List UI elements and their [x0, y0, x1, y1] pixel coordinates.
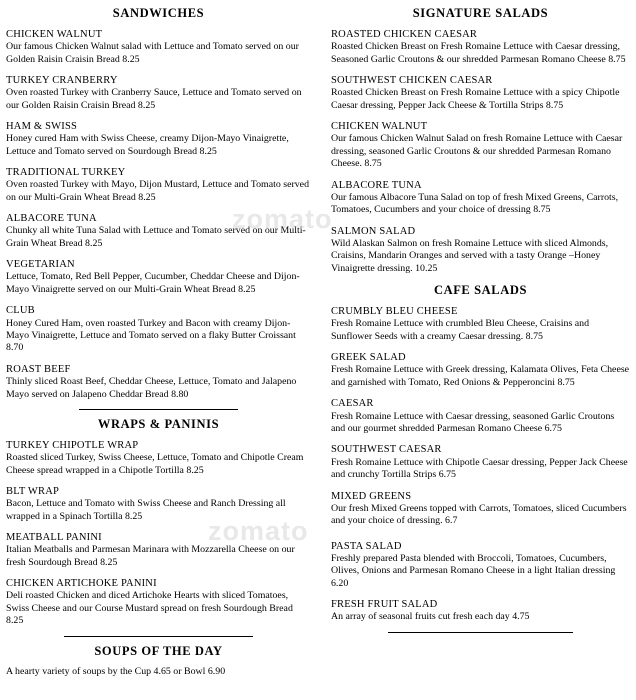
menu-item-description: Lettuce, Tomato, Red Bell Pepper, Cucumber, Cheddar Cheese and Dijon-Mayo Vinaigrette served on our Multi-Grain Wheat Bread 8.25	[6, 271, 300, 295]
menu-item-description: Our famous Chicken Walnut Salad on fresh Romaine Lettuce with Caesar dressing, seasoned Garlic Croutons & our shredded Parmesan Romano Cheese. 8.75	[330, 133, 623, 170]
menu-item-name: MIXED GREENS	[330, 490, 412, 502]
menu-item	[6, 439, 311, 477]
menu-item	[6, 531, 311, 569]
menu-item-name: CHICKEN ARTICHOKE PANINI	[6, 578, 157, 590]
menu-item	[331, 225, 630, 276]
menu-item	[331, 351, 630, 389]
menu-item-description: Bacon, Lettuce and Tomato with Swiss Cheese and Ranch Dressing all wrapped in a Spinach Tortilla 8.25	[6, 498, 286, 522]
menu-item-name: VEGETARIAN	[6, 259, 75, 271]
menu-item-description: Fresh Romaine Lettuce with Greek dressing, Kalamata Olives, Feta Cheese and garnished with Tomato, Red Onions & Pepperoncini 8.75	[330, 364, 630, 388]
watermark-zomato: zomato	[232, 204, 333, 234]
menu-item-name: TURKEY CHIPOTLE WRAP	[6, 439, 139, 451]
right-column	[321, 4, 630, 700]
menu-item-description: Oven roasted Turkey with Cranberry Sauce, Lettuce and Tomato served on our Golden Raisin Craisin Bread 8.25	[6, 87, 302, 111]
menu-item	[331, 443, 630, 481]
menu-item-name: CRUMBLY BLEU CHEESE	[330, 306, 458, 318]
menu-item-description: Honey Cured Ham, oven roasted Turkey and Bacon with creamy Dijon-Mayo Vinaigrette, Lettuce and Tomato served on a flaky Butter Croissant 8.70	[6, 317, 296, 354]
menu-item-name: CHICKEN WALNUT	[6, 29, 103, 40]
menu-item	[331, 490, 630, 528]
menu-item	[6, 363, 311, 401]
menu-item	[6, 258, 311, 296]
menu-item-name: SOUTHWEST CHICKEN CAESAR	[330, 75, 493, 87]
watermark-zomato: zomato	[208, 516, 309, 546]
section-title-sandwiches: SANDWICHES	[112, 6, 205, 20]
menu-item	[6, 485, 311, 523]
menu-item-description: Italian Meatballs and Parmesan Marinara with Mozzarella Cheese on our fresh Sourdough Bread 8.25	[6, 544, 295, 568]
menu-item-description: Our famous Chicken Walnut salad with Lettuce and Tomato served on our Golden Raisin Craisin Bread 8.25	[6, 41, 299, 65]
menu-item-description: Thinly sliced Roast Beef, Cheddar Cheese, Lettuce, Tomato and Jalapeno Mayo served on Jalapeno Cheddar Bread 8.80	[6, 376, 297, 400]
menu-item	[331, 120, 630, 171]
menu-item	[331, 74, 630, 112]
menu-item-description: Roasted sliced Turkey, Swiss Cheese, Lettuce, Tomato and Chipotle Cream Cheese spread wrapped in a Chipotle Tortilla 8.25	[6, 452, 304, 476]
left-column	[6, 4, 321, 700]
menu-item-name: FRESH FRUIT SALAD	[330, 599, 438, 611]
soups-note: A hearty variety of soups by the Cup 4.65 or Bowl 6.90	[6, 665, 226, 677]
menu-item-description: Oven roasted Turkey with Mayo, Dijon Mustard, Lettuce and Tomato served on our Multi-Grain Wheat Bread 8.25	[6, 179, 310, 203]
menu-item-name: BLT WRAP	[6, 486, 60, 498]
menu-item-description: Fresh Romaine Lettuce with Chipotle Caesar dressing, Pepper Jack Cheese and crunchy Tortilla Strips 6.75	[330, 456, 628, 481]
menu-item	[6, 304, 311, 355]
menu-item-description: Freshly prepared Pasta blended with Broccoli, Tomatoes, Cucumbers, Olives, Onions and Parmesan Romano Cheese in a light Italian dressing 6.20	[330, 552, 616, 589]
menu-item	[6, 120, 311, 158]
menu-item-name: ALBACORE TUNA	[6, 213, 97, 225]
menu-item-description: Our famous Albacore Tuna Salad on top of fresh Mixed Greens, Carrots, Tomatoes, Cucumbers and your choice of dressing 8.75	[330, 191, 619, 216]
menu-item-description: Deli roasted Chicken and diced Artichoke Hearts with sliced Tomatoes, Swiss Cheese and our Course Mustard spread on fresh Sourdough Bread 8.25	[6, 590, 293, 627]
section-divider	[64, 636, 253, 637]
menu-item-name: TURKEY CRANBERRY	[6, 75, 118, 87]
menu-item-description: Roasted Chicken Breast on Fresh Romaine Lettuce with Caesar dressing, Seasoned Garlic Croutons & our shredded Parmesan Romano Cheese 8.75	[330, 41, 626, 65]
menu-item	[331, 598, 630, 624]
section-title-signature-salads: SIGNATURE SALADS	[412, 6, 549, 20]
menu-item-name: SALMON SALAD	[330, 225, 416, 237]
menu-item-description: Roasted Chicken Breast on Fresh Romaine Lettuce with a spicy Chipotle Caesar dressing, Pepper Jack Cheese & Tortilla Strips 8.75	[330, 87, 620, 111]
menu-item-name: CAESAR	[330, 398, 374, 410]
menu-item-name: TRADITIONAL TURKEY	[6, 167, 126, 179]
menu-item	[331, 179, 630, 217]
menu-item-name: CHICKEN WALNUT	[330, 121, 428, 133]
menu-item-name: PASTA SALAD	[330, 540, 402, 552]
menu-item-description: Fresh Romaine Lettuce with Caesar dressing, seasoned Garlic Croutons and our gourmet shredded Parmesan Romano Cheese 6.75	[330, 410, 615, 434]
menu-item-name: SOUTHWEST CAESAR	[330, 444, 442, 456]
menu-item-description: Chunky all white Tuna Salad with Lettuce and Tomato served on our Multi-Grain Wheat Bread 8.25	[6, 225, 306, 249]
menu-item-description: Our fresh Mixed Greens topped with Carrots, Tomatoes, sliced Cucumbers and your choice of dressing. 6.7	[330, 502, 627, 527]
menu-item-name: ROASTED CHICKEN CAESAR	[330, 29, 478, 40]
menu-item	[331, 305, 630, 343]
menu-item	[6, 74, 311, 112]
section-divider	[79, 409, 238, 410]
menu-item-name: HAM & SWISS	[6, 121, 78, 133]
menu-item	[6, 28, 311, 66]
section-title-wraps-paninis: WRAPS & PANINIS	[97, 416, 220, 431]
menu-item	[331, 397, 630, 435]
menu-item-name: ROAST BEEF	[6, 363, 71, 375]
menu-item-description: Wild Alaskan Salmon on fresh Romaine Lettuce with sliced Almonds, Craisins, Mandarin Oranges and served with a tasty Orange –Honey Vinaigrette dressing. 10.25	[330, 237, 609, 274]
menu-item	[331, 28, 630, 66]
menu-item-name: MEATBALL PANINI	[6, 532, 102, 544]
menu-item	[6, 212, 311, 250]
menu-item-description: An array of seasonal fruits cut fresh each day 4.75	[330, 611, 530, 623]
section-title-soups: SOUPS OF THE DAY	[94, 643, 223, 658]
menu-item-name: GREEK SALAD	[330, 352, 406, 364]
menu-item	[6, 166, 311, 204]
section-title-cafe-salads: CAFE SALADS	[433, 283, 528, 298]
menu-item-description: Fresh Romaine Lettuce with crumbled Bleu Cheese, Craisins and Sunflower Seeds with a creamy Caesar dressing. 8.75	[330, 318, 590, 342]
menu-item-name: CLUB	[6, 305, 35, 317]
menu-item-description: Honey cured Ham with Swiss Cheese, creamy Dijon-Mayo Vinaigrette, Lettuce and Tomato served on Sourdough Bread 8.25	[6, 133, 289, 157]
menu-item	[331, 540, 630, 591]
menu-item	[6, 577, 311, 628]
menu-item-name: ALBACORE TUNA	[330, 179, 422, 191]
section-divider	[388, 632, 573, 633]
